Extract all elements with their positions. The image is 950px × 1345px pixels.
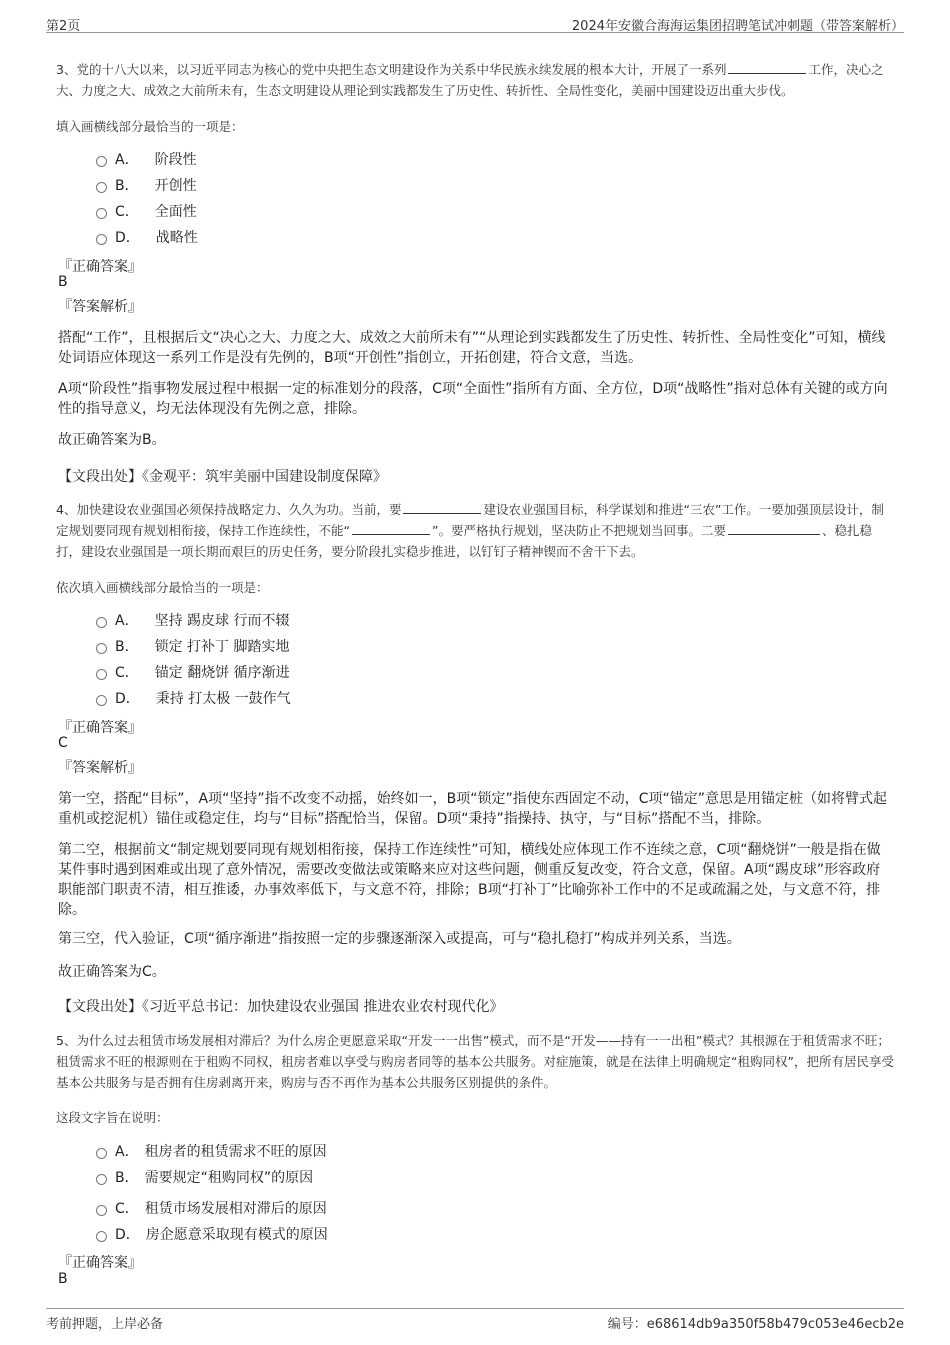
option-text: 锚定 翻烧饼 循序渐进 (154, 665, 290, 681)
q3-option-b[interactable] (96, 175, 197, 195)
q4-prompt: 依次填入画横线部分最恰当的一项是： (56, 580, 269, 595)
q4-source: 【文段出处】《习近平总书记：加快建设农业强国 推进农业农村现代化》 (58, 999, 504, 1015)
document-title: 2024年安徽合海海运集团招聘笔试冲刺题（带答案解析） (571, 19, 904, 34)
q5-option-a[interactable] (96, 1141, 327, 1161)
radio-icon[interactable] (96, 643, 107, 654)
q4-option-b[interactable] (96, 636, 290, 656)
q3-answer: B (58, 274, 68, 290)
option-letter: C． (115, 665, 139, 681)
q4-analysis-paragraph: 第三空，代入验证，C项“循序渐进”指按照一定的步骤逐渐深入或提高，可与“稳扎稳打”构成并列关系，当选。 (58, 931, 741, 947)
option-letter: D． (115, 230, 140, 246)
q3-source: 【文段出处】《金观平：筑牢美丽中国建设制度保障》 (58, 469, 387, 485)
q4-analysis-label: 『答案解析』 (58, 760, 142, 776)
q3-blank (728, 61, 806, 74)
footer-slogan: 考前押题，上岸必备 (46, 1317, 164, 1332)
page-number: 第2页 (46, 19, 81, 34)
q4-blank-2 (352, 522, 430, 535)
q3-stem-part-a: 3、党的十八大以来，以习近平同志为核心的党中央把生态文明建设作为关系中华民族永续发展的根本大计，开展了一系列 (56, 62, 727, 77)
q4-stem-part-b: 建设农业强国目标，科学谋划和推进“三农”工作。一要加强顶层设计，制定规划要同现有规划相衔接，保持工作连续性，不能“ (56, 502, 884, 538)
radio-icon[interactable] (96, 208, 107, 219)
q4-option-c[interactable] (96, 662, 290, 682)
q5-option-d[interactable] (96, 1224, 328, 1244)
q3-option-d[interactable] (96, 227, 198, 247)
q4-answer: C (58, 735, 68, 751)
radio-icon[interactable] (96, 1174, 107, 1185)
q5-answer-label: 『正确答案』 (58, 1255, 142, 1271)
q3-stem-part-b: 工作，决心之大、力度之大、成效之大前所未有，生态文明建设从理论到实践都发生了历史性、转折性、全局性变化，美丽中国建设迈出重大步伐。 (56, 62, 884, 98)
q4-answer-label: 『正确答案』 (58, 720, 142, 736)
q4-stem-part-a: 4、加快建设农业强国必须保持战略定力、久久为功。当前，要 (56, 502, 402, 517)
option-letter: A． (115, 1144, 139, 1160)
option-text: 房企愿意采取现有模式的原因 (145, 1227, 328, 1243)
radio-icon[interactable] (96, 695, 107, 706)
q3-option-c[interactable] (96, 201, 197, 221)
q4-blank-1 (403, 501, 481, 514)
option-letter: C． (115, 1201, 139, 1217)
radio-icon[interactable] (96, 156, 107, 167)
q4-stem-part-d: 、稳扎稳打，建设农业强国是一项长期而艰巨的历史任务，要分阶段扎实稳步推进，以钉钉子精神锲而不舍干下去。 (56, 523, 872, 559)
q4-stem (56, 499, 896, 562)
q4-analysis-paragraph: 故正确答案为C。 (58, 964, 166, 980)
footer-divider (46, 1308, 904, 1309)
q5-option-b[interactable] (96, 1167, 313, 1187)
option-letter: C． (115, 204, 139, 220)
radio-icon[interactable] (96, 182, 107, 193)
q4-stem-part-c: ”。要严格执行规划，坚决防止不把规划当回事。二要 (431, 523, 726, 538)
q3-analysis-paragraph: 搭配“工作”，且根据后文“决心之大、力度之大、成效之大前所未有”“从理论到实践都发生了历史性、转折性、全局性变化”可知，横线处词语应体现这一系列工作是没有先例的，B项“开创性”指创立，开拓创建，符合文意，当选。 (58, 330, 886, 366)
document-id: 编号：e68614db9a350f58b479c053e46ecb2e (607, 1317, 904, 1332)
q3-prompt: 填入画横线部分最恰当的一项是： (56, 119, 244, 134)
option-text: 需要规定“租购同权”的原因 (144, 1170, 314, 1186)
option-text: 全面性 (154, 204, 197, 220)
option-letter: A． (115, 613, 139, 629)
radio-icon[interactable] (96, 669, 107, 680)
radio-icon[interactable] (96, 234, 107, 245)
option-text: 阶段性 (154, 152, 197, 168)
radio-icon[interactable] (96, 617, 107, 628)
option-letter: B． (115, 1170, 139, 1186)
option-letter: A． (115, 152, 139, 168)
q4-option-a[interactable] (96, 610, 289, 630)
radio-icon[interactable] (96, 1205, 107, 1216)
q3-stem (56, 59, 896, 101)
q5-answer: B (58, 1271, 68, 1287)
option-text: 秉持 打太极 一鼓作气 (155, 691, 291, 707)
radio-icon[interactable] (96, 1231, 107, 1242)
q4-option-d[interactable] (96, 688, 291, 708)
option-text: 租房者的租赁需求不旺的原因 (144, 1144, 327, 1160)
q3-option-a[interactable] (96, 149, 197, 169)
header-divider (46, 32, 904, 33)
option-letter: D． (115, 1227, 140, 1243)
q3-analysis-paragraph: A项“阶段性”指事物发展过程中根据一定的标准划分的段落，C项“全面性”指所有方面、全方位，D项“战略性”指对总体有关键的或方向性的指导意义，均无法体现没有先例之意，排除。 (58, 381, 888, 417)
q3-answer-label: 『正确答案』 (58, 259, 142, 275)
option-text: 坚持 踢皮球 行而不辍 (154, 613, 290, 629)
radio-icon[interactable] (96, 1148, 107, 1159)
option-text: 锁定 打补丁 脚踏实地 (154, 639, 290, 655)
q5-option-c[interactable] (96, 1198, 327, 1218)
option-text: 战略性 (155, 230, 198, 246)
q4-analysis-paragraph: 第二空，根据前文“制定规划要同现有规划相衔接，保持工作连续性”可知，横线处应体现工作不连续之意，C项“翻烧饼”一般是指在做某件事时遇到困难或出现了意外情况，需要改变做法或策略来应对这些问题，侧重反复改变，符合文意，保留。A项“踢皮球”形容政府职能部门职责不清，相互推诿，办事效率低下，与文意不符，排除；B项“打补丁”比喻弥补工作中的不足或疏漏之处，与文意不符，排除。 (58, 842, 881, 918)
option-letter: B． (115, 639, 139, 655)
option-text: 租赁市场发展相对滞后的原因 (144, 1201, 327, 1217)
q4-analysis-paragraph: 第一空，搭配“目标”，A项“坚持”指不改变不动摇，始终如一，B项“锁定”指使东西固定不动，C项“锚定”意思是用锚定桩（如将臂式起重机或挖泥机）锚住或稳定住，均与“目标”搭配恰当，保留。D项“秉持”指操持、执守，与“目标”搭配不当，排除。 (58, 791, 887, 827)
option-letter: B． (115, 178, 139, 194)
option-letter: D． (115, 691, 140, 707)
q3-analysis-paragraph: 故正确答案为B。 (58, 432, 166, 448)
q5-stem: 5、为什么过去租赁市场发展相对滞后？为什么房企更愿意采取“开发一一出售”模式，而不是“开发——持有一一出租”模式？其根源在于租赁需求不旺；租赁需求不旺的根源则在于租购不同权，租房者难以享受与购房者同等的基本公共服务。对症施策，就是在法律上明确规定“租购同权”，把所有居民享受基本公共服务与是否拥有住房剥离开来，购房与否不再作为基本公共服务区别提供的条件。 (56, 1033, 894, 1090)
q4-blank-3 (728, 522, 820, 535)
option-text: 开创性 (154, 178, 197, 194)
q3-analysis-label: 『答案解析』 (58, 299, 142, 315)
q5-prompt: 这段文字旨在说明： (56, 1110, 169, 1125)
